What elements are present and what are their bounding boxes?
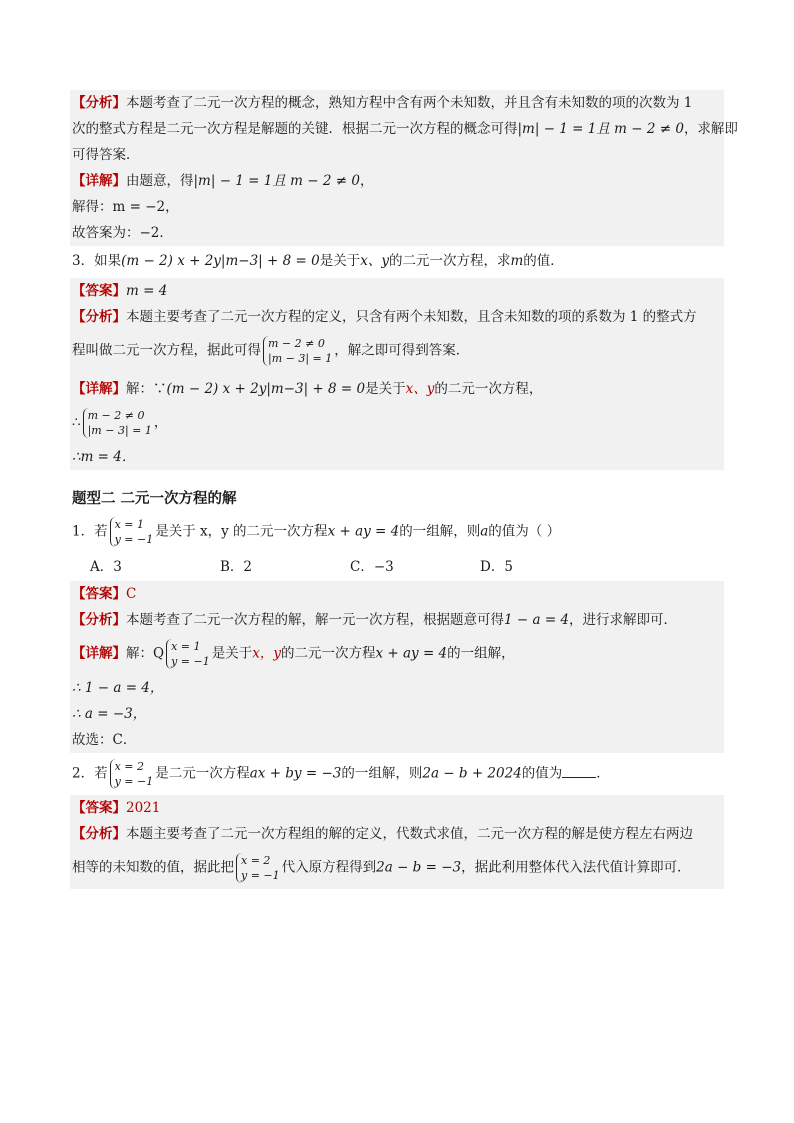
- question-text: 的值．: [523, 253, 564, 269]
- analysis-text: ，据此利用整体代入法代值计算即可．: [461, 859, 691, 876]
- system-row: x = 1: [114, 518, 145, 531]
- detail-line: [70, 168, 724, 194]
- detail-text: 是关于: [365, 381, 406, 397]
- detail-text: 的二元一次方程，: [434, 381, 543, 397]
- analysis-tag: 【分析】: [72, 826, 126, 842]
- detail-line: [70, 444, 724, 470]
- variable-m: m: [510, 253, 524, 269]
- equation: x + ay = 4: [375, 645, 448, 662]
- variable-a: a: [480, 523, 489, 540]
- equation-system: [166, 639, 210, 669]
- analysis-text: ，进行求解即可．: [569, 612, 678, 628]
- analysis-line: [70, 142, 724, 168]
- system-row: y = −1: [241, 869, 280, 882]
- analysis-line: [70, 90, 724, 116]
- variables: x，y: [252, 645, 281, 662]
- answer-tag: 【答案】: [72, 800, 126, 816]
- detail-line: [70, 194, 724, 220]
- system-row: x = 2: [114, 760, 145, 773]
- analysis-text: 程叫做二元一次方程，据此可得: [72, 342, 261, 359]
- analysis-text: 本题主要考查了二元一次方程组的解的定义，代数式求值，二元一次方程的解是使方程左右两边: [126, 826, 693, 842]
- analysis-line: [70, 330, 724, 372]
- therefore-symbol: ∴: [72, 414, 81, 431]
- choice-a: A．3: [90, 559, 122, 575]
- detail-text: 的二元一次方程: [280, 645, 376, 662]
- detail-text: 是关于: [211, 645, 253, 662]
- equation: ax + by = −3: [249, 765, 342, 782]
- answer-tag: 【答案】: [72, 283, 126, 299]
- analysis-text: 次的整式方程是二元一次方程是解题的关键．根据二元一次方程的概念可得: [72, 121, 518, 137]
- solution-block-1: [70, 90, 738, 246]
- equation: (m − 2) x + 2y|m−3| + 8 = 0: [166, 381, 366, 397]
- analysis-line: [70, 116, 738, 142]
- answer-value: 2021: [126, 800, 161, 816]
- question-text: 是关于 x，y 的二元一次方程: [155, 523, 328, 540]
- equation-system: [83, 408, 152, 438]
- document-page: [70, 90, 738, 889]
- math-condition: |m| − 1 = 1且 m − 2 ≠ 0: [517, 121, 684, 137]
- question-text: 的值为: [521, 765, 563, 782]
- detail-tag: 【详解】: [72, 173, 126, 189]
- analysis-text: ，解之即可得到答案．: [334, 342, 470, 359]
- solution-block-q3: [70, 278, 724, 470]
- section-heading: 题型二 二元一次方程的解: [72, 491, 237, 507]
- equation: (m − 2) x + 2y|m−3| + 8 = 0: [121, 253, 320, 269]
- solution-step: ∴ a = −3，: [72, 706, 147, 722]
- analysis-tag: 【分析】: [72, 612, 126, 628]
- detail-tag: 【详解】: [72, 381, 126, 397]
- detail-text: 解得：m = −2，: [72, 199, 179, 215]
- answer-value: m = 4: [126, 283, 168, 299]
- equation-system: [263, 336, 332, 366]
- question-text: 的一组解，则: [399, 523, 481, 540]
- detail-text: 解：Q: [126, 645, 165, 662]
- system-row: |m − 3| = 1: [268, 352, 333, 365]
- variables: x、y: [360, 253, 389, 269]
- system-row: m − 2 ≠ 0: [268, 337, 325, 350]
- answer-line: [70, 581, 724, 607]
- question-3: [70, 248, 724, 274]
- analysis-text: 本题考查了二元一次方程的解，解一元一次方程，根据题意可得: [126, 612, 504, 628]
- system-row: y = −1: [114, 775, 154, 788]
- detail-text: ，: [359, 173, 374, 189]
- expression: 2a − b + 2024: [422, 765, 522, 782]
- choice-d: D．5: [480, 559, 513, 575]
- detail-line: [70, 633, 724, 675]
- solution-step: ∴ 1 − a = 4，: [72, 680, 164, 696]
- analysis-text: 本题考查了二元一次方程的概念，熟知方程中含有两个未知数，并且含有未知数的项的次数为 1: [126, 95, 693, 111]
- question-text: 2．若: [72, 765, 108, 782]
- analysis-text: 本题主要考查了二元一次方程的定义，只含有两个未知数，且含未知数的项的系数为 1 的整式方: [126, 309, 697, 325]
- system-row: x = 2: [241, 854, 271, 867]
- analysis-tag: 【分析】: [72, 95, 126, 111]
- question-text: ．: [596, 765, 610, 782]
- detail-line: [70, 376, 724, 402]
- analysis-tag: 【分析】: [72, 309, 126, 325]
- choices: [70, 553, 724, 581]
- question-text: 1．若: [72, 523, 108, 540]
- choice-b: B．2: [220, 559, 253, 575]
- answer-line: [70, 795, 724, 821]
- question-text: 的一组解，则: [341, 765, 423, 782]
- analysis-text: ，求解即: [683, 121, 738, 137]
- detail-line: [70, 701, 724, 727]
- analysis-text: 可得答案．: [72, 147, 140, 163]
- analysis-line: [70, 847, 724, 889]
- analysis-line: [70, 304, 724, 330]
- choose-text: 故选：C．: [72, 732, 137, 748]
- final-result: ∴m = 4．: [72, 449, 136, 465]
- system-row: |m − 3| = 1: [87, 424, 152, 437]
- equation: x + ay = 4: [327, 523, 400, 540]
- question-text: 3．如果: [72, 253, 122, 269]
- equation: 2a − b = −3: [376, 859, 462, 876]
- problem-2: [70, 753, 724, 795]
- problem-1: [70, 511, 724, 553]
- detail-tag: 【详解】: [72, 645, 126, 662]
- analysis-text: 相等的未知数的值，据此把: [72, 859, 234, 876]
- detail-line: [70, 675, 724, 701]
- equation-system: [236, 853, 280, 883]
- answer-value: C: [126, 586, 137, 602]
- answer-tag: 【答案】: [72, 586, 126, 602]
- solution-block-p2: [70, 795, 724, 889]
- analysis-line: [70, 607, 724, 633]
- choice-c: C．−3: [350, 559, 394, 575]
- solution-block-p1: [70, 581, 724, 753]
- detail-text: 由题意，得: [126, 173, 194, 189]
- question-text: 是二元一次方程: [155, 765, 250, 782]
- question-text: 的值为（ ）: [488, 523, 561, 540]
- question-text: 的二元一次方程，求: [388, 253, 511, 269]
- analysis-text: 代入原方程得到: [281, 859, 377, 876]
- equation-system: [110, 759, 154, 789]
- answer-blank[interactable]: [562, 763, 596, 778]
- equation-system: [110, 517, 154, 547]
- answer-line: [70, 278, 724, 304]
- detail-line: [70, 727, 724, 753]
- equation: 1 − a = 4: [504, 612, 570, 628]
- detail-line: [70, 402, 724, 444]
- variables: x、y: [405, 381, 435, 397]
- detail-line: [70, 220, 724, 246]
- math-condition: |m| − 1 = 1且 m − 2 ≠ 0: [193, 173, 360, 189]
- system-row: x = 1: [171, 640, 201, 653]
- analysis-line: [70, 821, 724, 847]
- system-row: y = −1: [171, 655, 210, 668]
- question-text: 是关于: [319, 253, 361, 269]
- detail-text: 解：∵: [126, 381, 167, 397]
- detail-text: 故答案为：−2．: [72, 225, 173, 241]
- system-row: y = −1: [114, 533, 154, 546]
- detail-text: ，: [153, 414, 168, 431]
- detail-text: 的一组解，: [447, 645, 515, 662]
- system-row: m − 2 ≠ 0: [87, 409, 145, 422]
